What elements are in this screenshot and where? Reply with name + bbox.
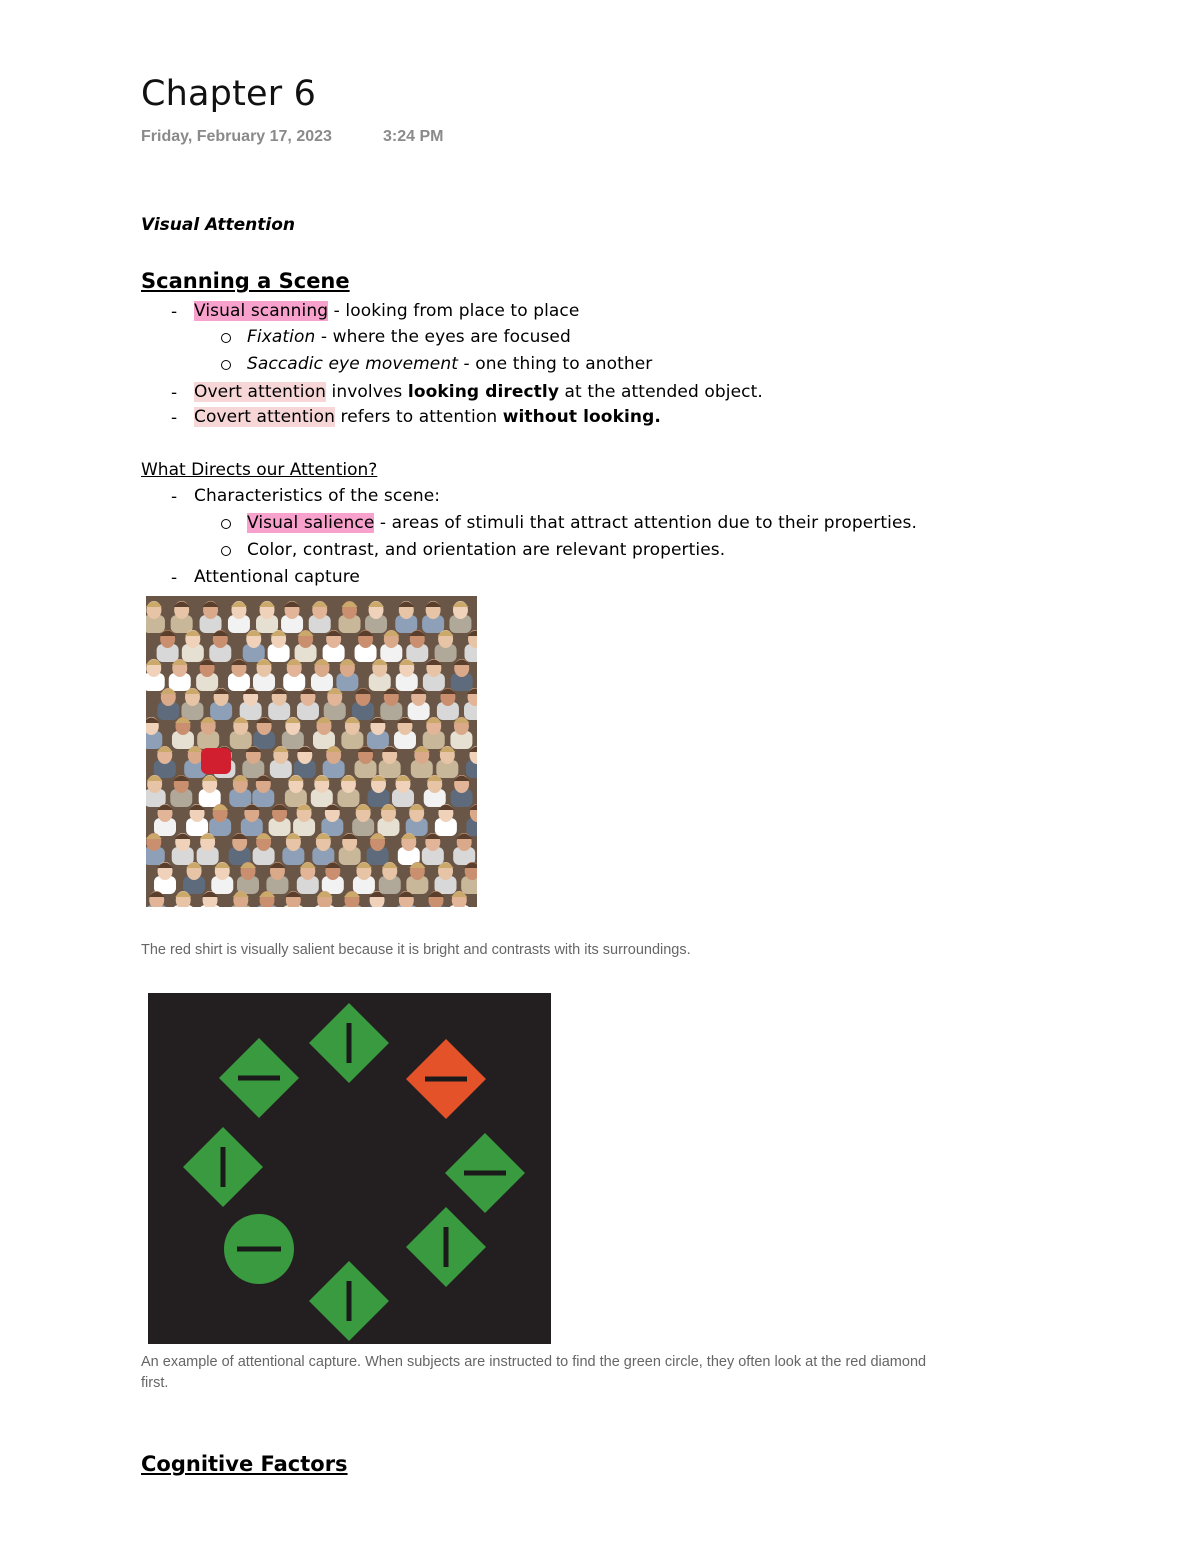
caption-attentional-capture [141, 1352, 1061, 1394]
text-overt-bold: looking directly [407, 382, 560, 402]
heading-scanning-a-scene: Scanning a Scene [141, 269, 350, 293]
text-overt-end: at the attended object. [559, 382, 763, 402]
list-item-saccadic [247, 354, 652, 374]
caption-attentional-capture-line2: first. [141, 1375, 169, 1391]
circle-bullet [221, 519, 231, 529]
list-item-overt-attention [194, 382, 763, 402]
text-visual-scanning-desc: - looking from place to place [328, 301, 580, 321]
heading-what-directs: What Directs our Attention? [141, 460, 378, 480]
crowd-photo-graphic [146, 596, 477, 907]
text-salience-desc: - areas of stimuli that attract attention due to their properties. [374, 513, 917, 533]
term-saccadic: Saccadic eye movement [247, 354, 459, 374]
circle-bullet [221, 333, 231, 343]
text-saccadic-desc: - one thing to another [458, 354, 653, 374]
list-item-visual-salience [247, 513, 917, 533]
circle-bullet [221, 546, 231, 556]
page-title: Chapter 6 [141, 74, 317, 114]
list-item-fixation [247, 327, 571, 347]
term-visual-salience: Visual salience [247, 513, 375, 533]
dash-bullet: - [171, 408, 178, 428]
heading-cognitive-factors: Cognitive Factors [141, 1452, 348, 1476]
term-fixation: Fixation [247, 327, 316, 347]
term-overt-attention: Overt attention [194, 382, 327, 402]
list-item-visual-scanning [194, 301, 579, 321]
note-time: 3:24 PM [383, 128, 444, 145]
note-date: Friday, February 17, 2023 [141, 128, 332, 145]
caption-attentional-capture-line1: An example of attentional capture. When subjects are instructed to find the green circle, they often look at the red diamond [141, 1354, 927, 1370]
photo-credit-strip [477, 596, 487, 907]
section-label: Visual Attention [141, 215, 295, 235]
attentional-capture-graphic [148, 993, 551, 1344]
dash-bullet: - [171, 383, 178, 403]
term-visual-scanning: Visual scanning [194, 301, 329, 321]
dash-bullet: - [171, 487, 178, 507]
text-covert-bold: without looking. [502, 407, 661, 427]
dash-bullet: - [171, 568, 178, 588]
dash-bullet: - [171, 302, 178, 322]
green-circle-target [224, 1214, 294, 1284]
list-item-attentional-capture: Attentional capture [194, 567, 360, 587]
term-covert-attention: Covert attention [194, 407, 335, 427]
red-shirt [201, 748, 231, 774]
text-covert-mid: refers to attention [335, 407, 503, 427]
text-overt-mid: involves [326, 382, 408, 402]
circle-bullet [221, 360, 231, 370]
list-item-characteristics: Characteristics of the scene: [194, 486, 441, 506]
list-item-covert-attention [194, 407, 661, 427]
text-fixation-desc: - where the eyes are focused [315, 327, 571, 347]
list-item-color-contrast: Color, contrast, and orientation are relevant properties. [247, 540, 726, 560]
crowd-photo [146, 596, 477, 907]
caption-red-shirt: The red shirt is visually salient because it is bright and contrasts with its surroundings. [141, 942, 691, 958]
attentional-capture-figure [148, 993, 551, 1344]
